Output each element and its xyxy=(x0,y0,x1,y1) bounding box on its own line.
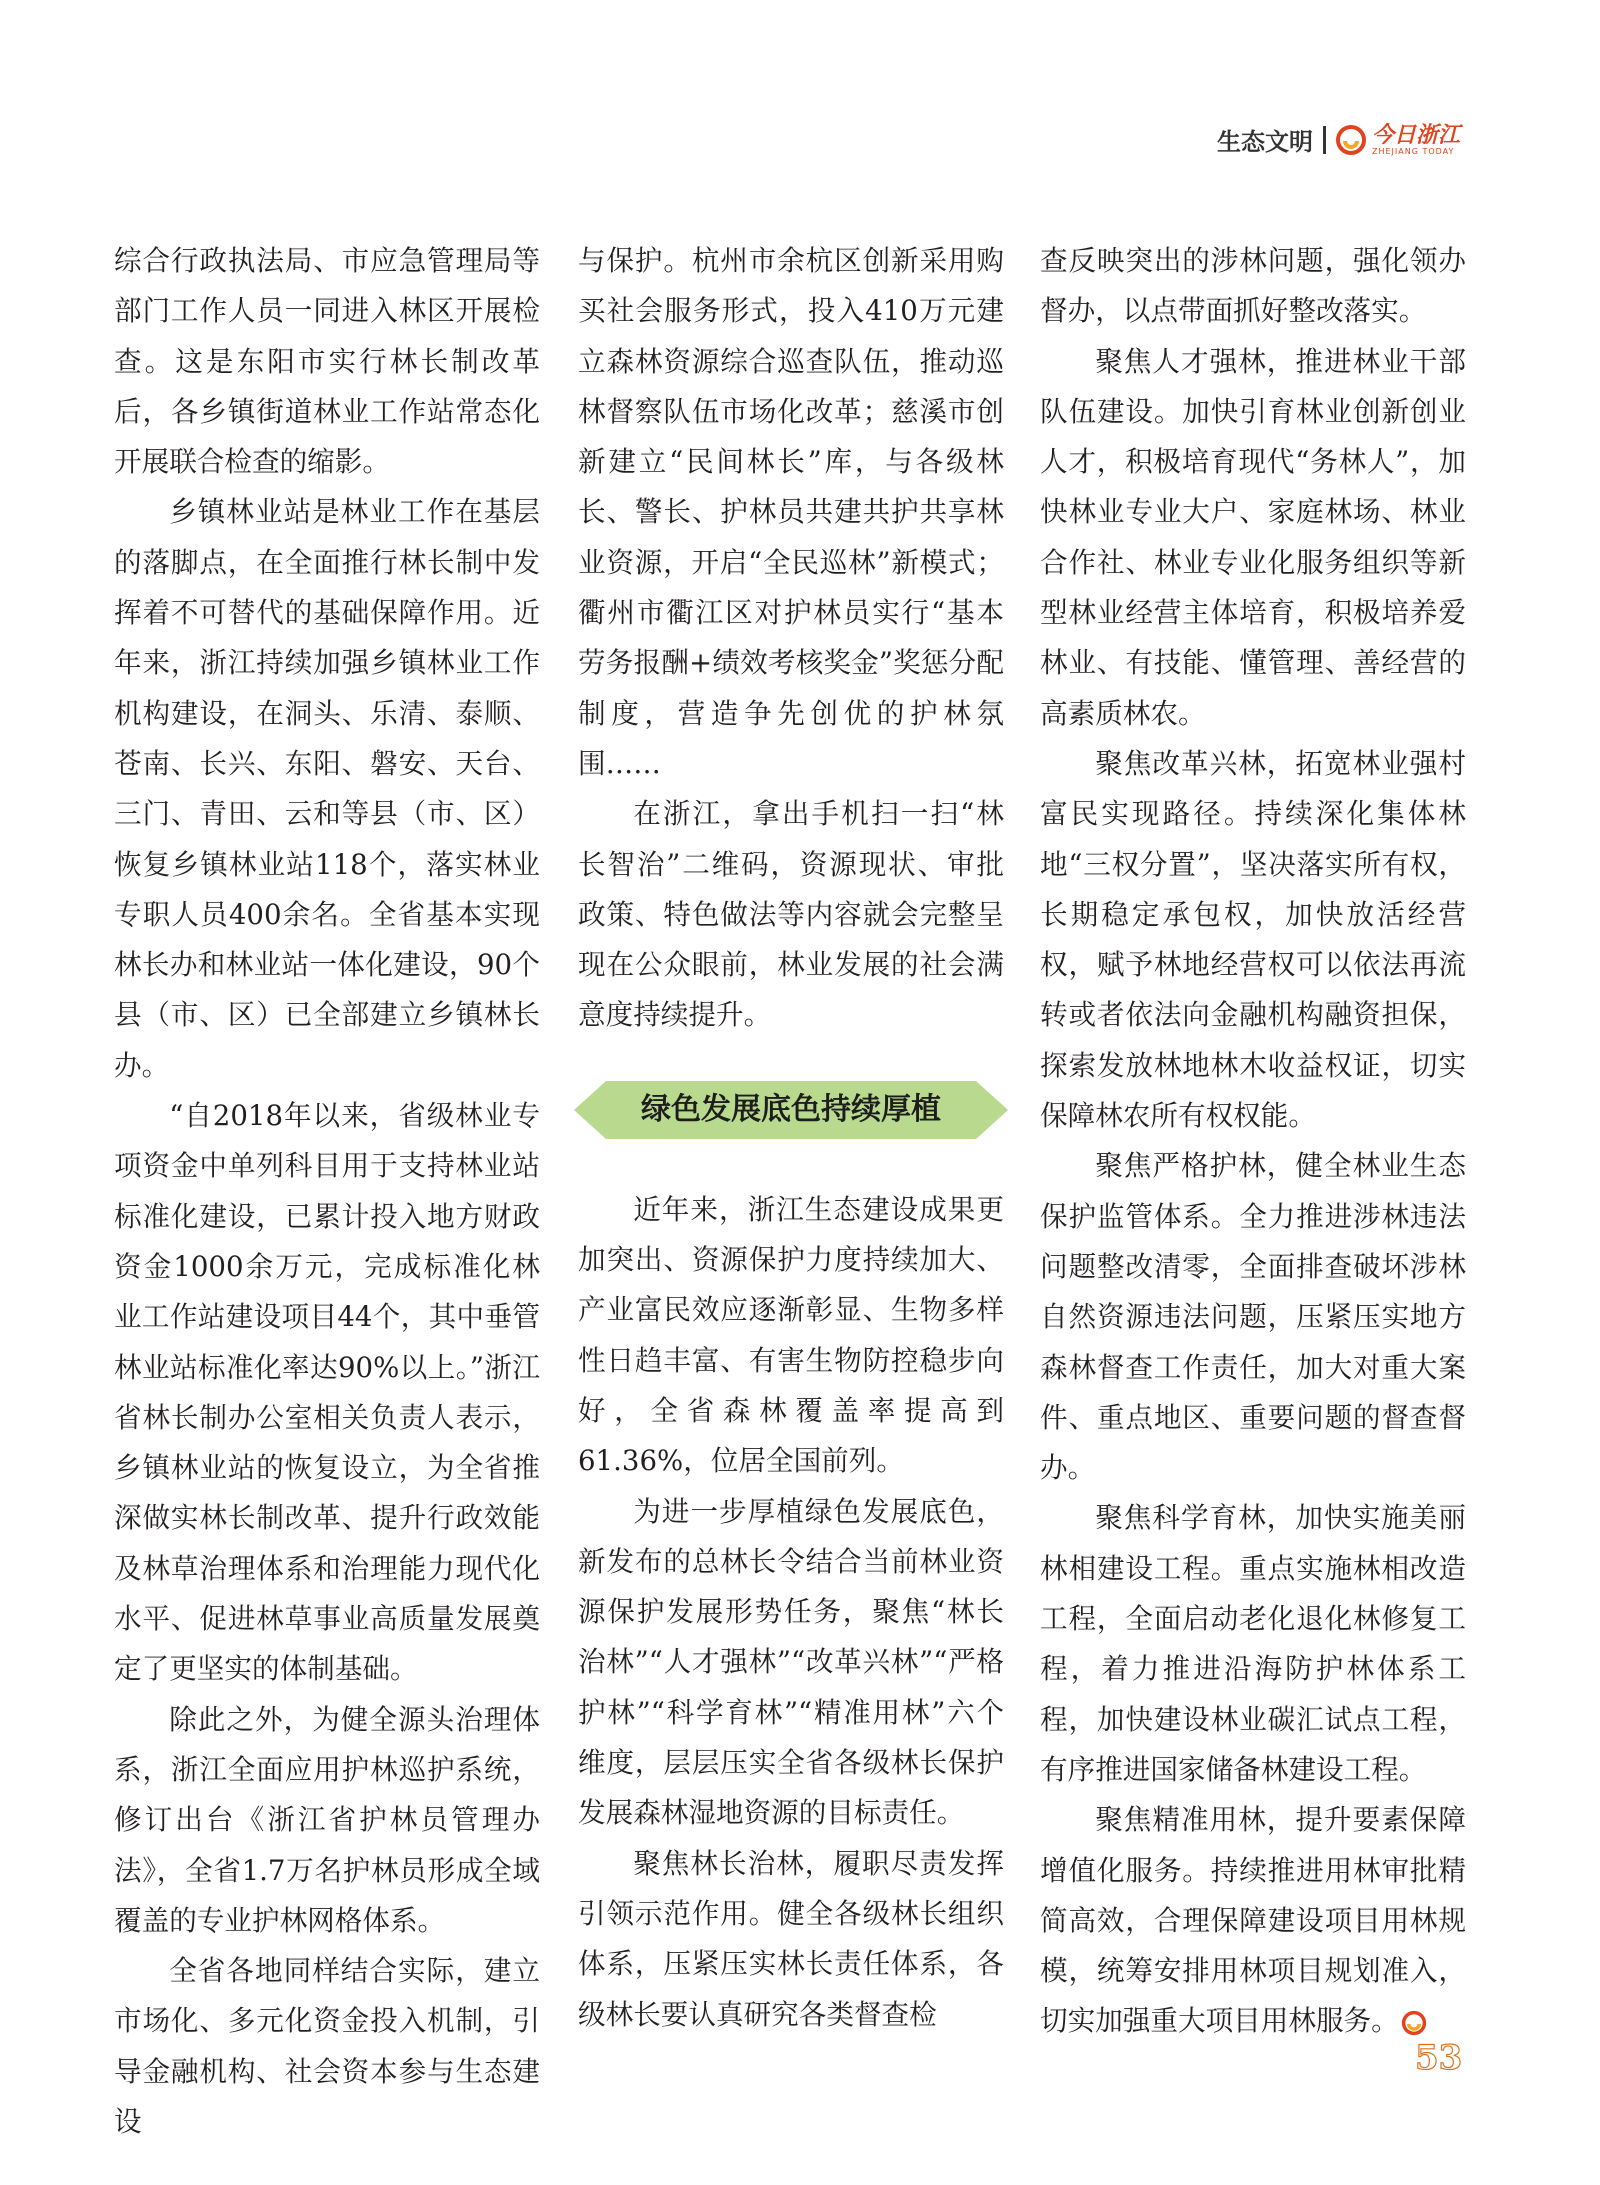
paragraph: 聚焦科学育林，加快实施美丽林相建设工程。重点实施林相改造工程，全面启动老化退化林修复工程，着力推进沿海防护林体系工程，加快建设林业碳汇试点工程，有序推进国家储备林建设工程。 xyxy=(1040,1501,1466,1786)
paragraph: 聚焦人才强林，推进林业干部队伍建设。加快引育林业创新创业人才，积极培育现代“务林人”，加快林业专业大户、家庭林场、林业合作社、林业专业化服务组织等新型林业经营主体培育，积极培养爱林业、有技能、懂管理、善经营的高素质林农。 xyxy=(1040,344,1466,730)
paragraph: 查反映突出的涉林问题，强化领办督办，以点带面抓好整改落实。 xyxy=(1040,244,1466,328)
paragraph: 除此之外，为健全源头治理体系，浙江全面应用护林巡护系统，修订出台《浙江省护林员管理办法》，全省1.7万名护林员形成全域覆盖的专业护林网格体系。 xyxy=(114,1702,540,1937)
paragraph: 为进一步厚植绿色发展底色，新发布的总林长令结合当前林业资源保护发展形势任务，聚焦“林长治林”“人才强林”“改革兴林”“严格护林”“科学育林”“精准用林”六个维度，层层压实全省各级林长保护发展森林湿地资源的目标责任。 xyxy=(578,1494,1004,1830)
paragraph: 在浙江，拿出手机扫一扫“林长智治”二维码，资源现状、审批政策、特色做法等内容就会完整呈现在公众眼前，林业发展的社会满意度持续提升。 xyxy=(578,797,1004,1032)
section-subheading-banner xyxy=(574,1075,1008,1145)
final-paragraph xyxy=(1040,1795,1466,2046)
logo-wordmark-english: ZHEJIANG TODAY xyxy=(1371,146,1455,156)
paragraph: 聚焦严格护林，健全林业生态保护监管体系。全力推进涉林违法问题整改清零，全面排查破坏涉林自然资源违法问题，压紧压实地方森林督查工作责任，加大对重大案件、重点地区、重要问题的督查督办。 xyxy=(1040,1149,1466,1485)
section-subheading: 绿色发展底色持续厚植 xyxy=(641,1091,941,1127)
logo-wordmark: 今日浙江 xyxy=(1371,121,1460,148)
paragraph: 综合行政执法局、市应急管理局等部门工作人员一同进入林区开展检查。这是东阳市实行林长制改革后，各乡镇街道林业工作站常态化开展联合检查的缩影。 xyxy=(114,244,540,479)
paragraph: 乡镇林业站是林业工作在基层的落脚点，在全面推行林长制中发挥着不可替代的基础保障作用。近年来，浙江持续加强乡镇林业工作机构建设，在洞头、乐清、泰顺、苍南、长兴、东阳、磐安、天台、三门、青田、云和等县（市、区）恢复乡镇林业站118个，落实林业专职人员400余名。全省基本实现林长办和林业站一体化建设，90个县（市、区）已全部建立乡镇林长办。 xyxy=(114,495,540,1082)
article-column-3 xyxy=(1040,236,1466,2047)
zhejiang-today-logo-icon xyxy=(1336,125,1366,155)
section-name: 生态文明 xyxy=(1216,128,1313,156)
page-number: 53 xyxy=(1415,2038,1463,2078)
paragraph: 聚焦林长治林，履职尽责发挥引领示范作用。健全各级林长组织体系，压紧压实林长责任体系，各级林长要认真研究各类督查检 xyxy=(578,1846,1004,2031)
paragraph: 近年来，浙江生态建设成果更加突出、资源保护力度持续加大、产业富民效应逐渐彰显、生物多样性日趋丰富、有害生物防控稳步向好，全省森林覆盖率提高到61.36%，位居全国前列。 xyxy=(578,1192,1004,1478)
publication-logo xyxy=(1336,121,1460,156)
paragraph: 全省各地同样结合实际，建立市场化、多元化资金投入机制，引导金融机构、社会资本参与生态建设 xyxy=(114,1954,540,2138)
article-column-2 xyxy=(578,236,1004,2040)
paragraph: 与保护。杭州市余杭区创新采用购买社会服务形式，投入410万元建立森林资源综合巡查队伍，推动巡林督察队伍市场化改革；慈溪市创新建立“民间林长”库，与各级林长、警长、护林员共建共护共享林业资源，开启“全民巡林”新模式；衢州市衢江区对护林员实行“基本劳务报酬+绩效考核奖金”奖惩分配制度，营造争先创优的护林氛围…… xyxy=(578,244,1004,780)
page-header xyxy=(1217,122,1460,157)
article-column-1 xyxy=(114,236,540,2147)
header-divider xyxy=(1323,126,1326,154)
end-mark-icon xyxy=(1401,2010,1427,2036)
paragraph: 聚焦改革兴林，拓宽林业强村富民实现路径。持续深化集体林地“三权分置”，坚决落实所有权，长期稳定承包权，加快放活经营权，赋予林地经营权可以依法再流转或者依法向金融机构融资担保，探索发放林地林木收益权证，切实保障林农所有权权能。 xyxy=(1040,746,1466,1133)
paragraph: “自2018年以来，省级林业专项资金中单列科目用于支持林业站标准化建设，已累计投入地方财政资金1000余万元，完成标准化林业工作站建设项目44个，其中垂管林业站标准化率达90%以上。”浙江省林长制办公室相关负责人表示，乡镇林业站的恢复设立，为全省推深做实林长制改革、提升行政效能及林草治理体系和治理能力现代化水平、促进林草事业高质量发展奠定了更坚实的体制基础。 xyxy=(114,1099,540,1686)
paragraph-text: 聚焦精准用林，提升要素保障增值化服务。持续推进用林审批精简高效，合理保障建设项目用林规模，统筹安排用林项目规划准入，切实加强重大项目用林服务。 xyxy=(1040,1803,1466,2038)
